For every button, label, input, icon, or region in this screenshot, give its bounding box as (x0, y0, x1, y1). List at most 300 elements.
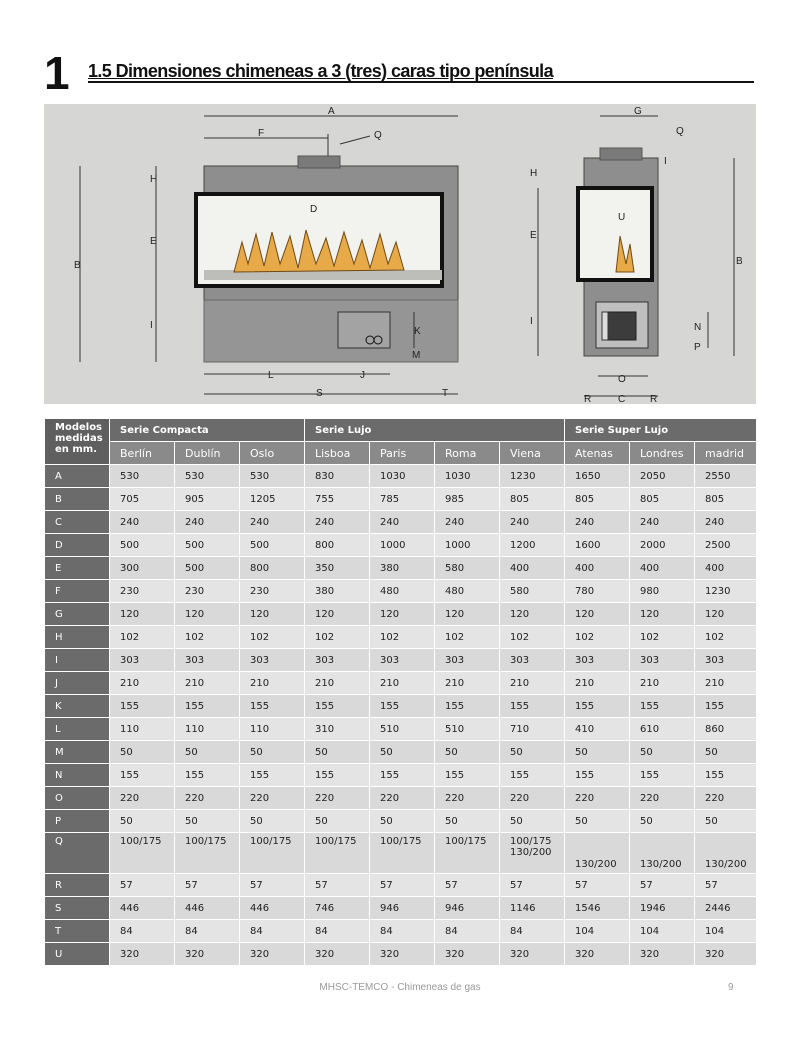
svg-text:K: K (414, 326, 421, 337)
table-row (45, 626, 757, 649)
table-cell: 84 (240, 920, 305, 943)
table-cell: 320 (240, 943, 305, 966)
table-cell: 50 (565, 810, 630, 833)
table-cell: 510 (370, 718, 435, 741)
row-label: Q (45, 833, 110, 874)
table-cell: 580 (500, 580, 565, 603)
table-cell: 400 (630, 557, 695, 580)
table-row (45, 920, 757, 943)
table-cell: 84 (175, 920, 240, 943)
table-cell: 946 (370, 897, 435, 920)
model-header: Dublín (175, 442, 240, 465)
table-cell: 155 (175, 764, 240, 787)
table-cell: 84 (500, 920, 565, 943)
model-header: Oslo (240, 442, 305, 465)
table-cell: 320 (305, 943, 370, 966)
model-header: Atenas (565, 442, 630, 465)
table-cell: 155 (500, 764, 565, 787)
svg-text:F: F (258, 128, 265, 139)
svg-text:O: O (618, 374, 626, 385)
svg-text:B: B (74, 260, 81, 271)
table-cell: 1146 (500, 897, 565, 920)
table-row (45, 672, 757, 695)
table-cell: 102 (435, 626, 500, 649)
table-cell: 320 (370, 943, 435, 966)
svg-text:I: I (150, 320, 153, 331)
table-cell: 800 (240, 557, 305, 580)
table-cell: 130/200 (695, 833, 757, 874)
row-label: A (45, 465, 110, 488)
fireplace-diagram (44, 104, 756, 404)
table-cell: 410 (565, 718, 630, 741)
table-cell: 50 (110, 741, 175, 764)
table-cell: 50 (370, 741, 435, 764)
table-cell: 50 (175, 810, 240, 833)
section-title: 1.5 Dimensiones chimeneas a 3 (tres) caras tipo península (88, 62, 754, 83)
series-header: Serie Super Lujo (565, 419, 757, 442)
table-cell: 155 (500, 695, 565, 718)
table-cell: 120 (240, 603, 305, 626)
row-label: L (45, 718, 110, 741)
table-cell: 303 (435, 649, 500, 672)
table-cell: 130/200 (630, 833, 695, 874)
table-cell: 104 (695, 920, 757, 943)
side-view (538, 116, 734, 396)
table-cell: 320 (695, 943, 757, 966)
table-cell: 400 (500, 557, 565, 580)
table-cell: 50 (435, 810, 500, 833)
table-cell: 155 (370, 764, 435, 787)
table-cell: 303 (630, 649, 695, 672)
table-cell: 905 (175, 488, 240, 511)
page-number: 9 (728, 982, 734, 993)
table-cell: 102 (370, 626, 435, 649)
table-row (45, 764, 757, 787)
chapter-number: 1 (44, 47, 70, 99)
table-cell: 380 (370, 557, 435, 580)
table-row (45, 943, 757, 966)
table-row (45, 695, 757, 718)
table-cell: 2000 (630, 534, 695, 557)
row-label: G (45, 603, 110, 626)
row-label: F (45, 580, 110, 603)
table-row (45, 874, 757, 897)
table-cell: 310 (305, 718, 370, 741)
table-cell: 130/200 (565, 833, 630, 874)
table-cell: 500 (240, 534, 305, 557)
row-label: P (45, 810, 110, 833)
table-cell: 303 (565, 649, 630, 672)
dimensions-table-body (45, 465, 757, 966)
table-cell: 50 (630, 810, 695, 833)
table-cell: 240 (305, 511, 370, 534)
table-cell: 240 (500, 511, 565, 534)
table-cell: 303 (305, 649, 370, 672)
model-header: Londres (630, 442, 695, 465)
table-cell: 50 (110, 810, 175, 833)
svg-text:A: A (328, 106, 335, 117)
table-cell: 210 (500, 672, 565, 695)
table-cell: 155 (370, 695, 435, 718)
table-cell: 100/175 130/200 (500, 833, 565, 874)
row-label: M (45, 741, 110, 764)
table-cell: 240 (630, 511, 695, 534)
table-cell: 240 (240, 511, 305, 534)
table-cell: 210 (175, 672, 240, 695)
table-cell: 100/175 (370, 833, 435, 874)
table-cell: 220 (370, 787, 435, 810)
model-header: Roma (435, 442, 500, 465)
model-header: madrid (695, 442, 757, 465)
table-cell: 57 (565, 874, 630, 897)
table-cell: 155 (695, 695, 757, 718)
table-cell: 805 (695, 488, 757, 511)
table-cell: 155 (305, 764, 370, 787)
table-cell: 785 (370, 488, 435, 511)
series-header-row (45, 419, 757, 442)
table-cell: 120 (435, 603, 500, 626)
table-cell: 210 (305, 672, 370, 695)
table-cell: 155 (630, 695, 695, 718)
table-cell: 120 (565, 603, 630, 626)
svg-text:D: D (310, 204, 318, 215)
table-row (45, 511, 757, 534)
table-row (45, 488, 757, 511)
row-label: U (45, 943, 110, 966)
table-cell: 57 (305, 874, 370, 897)
series-header: Serie Compacta (110, 419, 305, 442)
model-header: Paris (370, 442, 435, 465)
table-cell: 220 (695, 787, 757, 810)
table-cell: 320 (630, 943, 695, 966)
table-cell: 530 (240, 465, 305, 488)
table-cell: 2500 (695, 534, 757, 557)
table-row (45, 557, 757, 580)
table-cell: 50 (500, 810, 565, 833)
svg-text:H: H (530, 168, 538, 179)
row-label: H (45, 626, 110, 649)
table-cell: 1230 (500, 465, 565, 488)
table-cell: 230 (110, 580, 175, 603)
table-cell: 320 (175, 943, 240, 966)
svg-text:P: P (694, 342, 701, 353)
table-cell: 102 (565, 626, 630, 649)
table-row (45, 603, 757, 626)
table-cell: 2446 (695, 897, 757, 920)
table-cell: 50 (370, 810, 435, 833)
table-cell: 300 (110, 557, 175, 580)
table-cell: 320 (565, 943, 630, 966)
table-cell: 2550 (695, 465, 757, 488)
table-cell: 155 (565, 695, 630, 718)
table-cell: 210 (630, 672, 695, 695)
footer-text: MHSC-TEMCO - Chimeneas de gas (319, 982, 481, 993)
table-cell: 446 (110, 897, 175, 920)
svg-text:H: H (150, 174, 158, 185)
table-cell: 755 (305, 488, 370, 511)
table-cell: 102 (630, 626, 695, 649)
table-cell: 985 (435, 488, 500, 511)
table-row (45, 810, 757, 833)
table-cell: 2050 (630, 465, 695, 488)
table-cell: 1600 (565, 534, 630, 557)
table-cell: 84 (370, 920, 435, 943)
table-cell: 500 (110, 534, 175, 557)
table-cell: 50 (695, 810, 757, 833)
svg-text:G: G (634, 106, 642, 117)
table-cell: 1030 (370, 465, 435, 488)
table-cell: 1030 (435, 465, 500, 488)
table-cell: 580 (435, 557, 500, 580)
table-cell: 155 (240, 764, 305, 787)
table-cell: 240 (110, 511, 175, 534)
table-cell: 1946 (630, 897, 695, 920)
table-cell: 104 (630, 920, 695, 943)
table-cell: 240 (175, 511, 240, 534)
table-row (45, 649, 757, 672)
table-cell: 710 (500, 718, 565, 741)
table-cell: 50 (695, 741, 757, 764)
table-cell: 1200 (500, 534, 565, 557)
table-cell: 240 (695, 511, 757, 534)
row-label: I (45, 649, 110, 672)
table-cell: 480 (435, 580, 500, 603)
table-cell: 155 (110, 764, 175, 787)
table-cell: 240 (565, 511, 630, 534)
table-cell: 57 (500, 874, 565, 897)
table-cell: 50 (240, 810, 305, 833)
svg-text:J: J (360, 370, 365, 381)
svg-text:U: U (618, 212, 626, 223)
svg-text:R: R (650, 394, 658, 404)
dimension-drawing (44, 104, 756, 404)
table-cell: 860 (695, 718, 757, 741)
table-cell: 102 (500, 626, 565, 649)
table-row (45, 580, 757, 603)
table-cell: 220 (630, 787, 695, 810)
table-cell: 102 (175, 626, 240, 649)
table-cell: 610 (630, 718, 695, 741)
table-cell: 120 (695, 603, 757, 626)
table-row (45, 718, 757, 741)
table-cell: 50 (435, 741, 500, 764)
table-cell: 830 (305, 465, 370, 488)
table-cell: 155 (435, 695, 500, 718)
table-cell: 50 (305, 810, 370, 833)
table-row (45, 787, 757, 810)
table-cell: 400 (565, 557, 630, 580)
svg-text:T: T (442, 388, 449, 399)
table-cell: 303 (240, 649, 305, 672)
model-header: Viena (500, 442, 565, 465)
table-cell: 102 (695, 626, 757, 649)
svg-text:E: E (150, 236, 157, 247)
table-cell: 84 (110, 920, 175, 943)
row-label: J (45, 672, 110, 695)
table-cell: 805 (565, 488, 630, 511)
table-cell: 220 (500, 787, 565, 810)
svg-text:I: I (664, 156, 667, 167)
table-cell: 50 (305, 741, 370, 764)
table-cell: 400 (695, 557, 757, 580)
table-cell: 100/175 (240, 833, 305, 874)
table-cell: 805 (500, 488, 565, 511)
table-cell: 50 (240, 741, 305, 764)
corner-label: Modelos medidas en mm. (45, 419, 110, 465)
table-cell: 50 (500, 741, 565, 764)
table-row (45, 534, 757, 557)
table-cell: 110 (175, 718, 240, 741)
svg-text:C: C (618, 394, 626, 404)
table-cell: 120 (305, 603, 370, 626)
table-cell: 303 (110, 649, 175, 672)
table-cell: 303 (175, 649, 240, 672)
row-label: R (45, 874, 110, 897)
row-label: C (45, 511, 110, 534)
table-cell: 1000 (435, 534, 500, 557)
table-cell: 530 (110, 465, 175, 488)
table-cell: 102 (305, 626, 370, 649)
table-cell: 120 (370, 603, 435, 626)
table-cell: 220 (240, 787, 305, 810)
table-cell: 120 (500, 603, 565, 626)
table-cell: 210 (370, 672, 435, 695)
table-cell: 1650 (565, 465, 630, 488)
series-header: Serie Lujo (305, 419, 565, 442)
svg-text:N: N (694, 322, 702, 333)
model-header: Berlín (110, 442, 175, 465)
table-cell: 220 (435, 787, 500, 810)
svg-text:B: B (736, 256, 743, 267)
row-label: B (45, 488, 110, 511)
models-header-row (45, 442, 757, 465)
table-cell: 155 (305, 695, 370, 718)
table-cell: 240 (370, 511, 435, 534)
table-cell: 230 (240, 580, 305, 603)
table-cell: 800 (305, 534, 370, 557)
svg-text:Q: Q (374, 130, 382, 141)
table-cell: 110 (240, 718, 305, 741)
table-cell: 380 (305, 580, 370, 603)
table-cell: 57 (175, 874, 240, 897)
table-cell: 155 (240, 695, 305, 718)
table-cell: 480 (370, 580, 435, 603)
table-cell: 303 (695, 649, 757, 672)
table-cell: 84 (305, 920, 370, 943)
table-cell: 57 (630, 874, 695, 897)
table-cell: 210 (695, 672, 757, 695)
table-cell: 510 (435, 718, 500, 741)
table-cell: 1230 (695, 580, 757, 603)
table-cell: 220 (110, 787, 175, 810)
table-cell: 746 (305, 897, 370, 920)
row-label: T (45, 920, 110, 943)
table-row (45, 741, 757, 764)
table-cell: 100/175 (110, 833, 175, 874)
row-label: E (45, 557, 110, 580)
table-cell: 155 (695, 764, 757, 787)
svg-text:L: L (268, 370, 274, 381)
table-cell: 57 (110, 874, 175, 897)
table-cell: 320 (500, 943, 565, 966)
table-cell: 84 (435, 920, 500, 943)
table-cell: 155 (630, 764, 695, 787)
front-view (80, 116, 458, 394)
model-header: Lisboa (305, 442, 370, 465)
table-cell: 1205 (240, 488, 305, 511)
svg-text:I: I (530, 316, 533, 327)
row-label: S (45, 897, 110, 920)
table-cell: 705 (110, 488, 175, 511)
table-cell: 100/175 (305, 833, 370, 874)
svg-text:Q: Q (676, 126, 684, 137)
table-cell: 102 (240, 626, 305, 649)
row-label: O (45, 787, 110, 810)
table-cell: 530 (175, 465, 240, 488)
table-cell: 220 (175, 787, 240, 810)
table-cell: 446 (175, 897, 240, 920)
table-cell: 500 (175, 557, 240, 580)
table-cell: 104 (565, 920, 630, 943)
table-cell: 120 (110, 603, 175, 626)
table-cell: 500 (175, 534, 240, 557)
table-cell: 50 (630, 741, 695, 764)
table-cell: 155 (110, 695, 175, 718)
table-cell: 320 (435, 943, 500, 966)
row-label: K (45, 695, 110, 718)
table-row (45, 897, 757, 920)
table-cell: 100/175 (175, 833, 240, 874)
table-cell: 210 (240, 672, 305, 695)
table-cell: 350 (305, 557, 370, 580)
table-cell: 120 (175, 603, 240, 626)
table-cell: 303 (500, 649, 565, 672)
table-cell: 102 (110, 626, 175, 649)
table-cell: 57 (370, 874, 435, 897)
table-cell: 50 (175, 741, 240, 764)
table-cell: 230 (175, 580, 240, 603)
table-cell: 210 (435, 672, 500, 695)
table-cell: 57 (695, 874, 757, 897)
table-row (45, 465, 757, 488)
table-cell: 210 (565, 672, 630, 695)
table-cell: 57 (240, 874, 305, 897)
table-cell: 155 (175, 695, 240, 718)
table-row (45, 833, 757, 874)
table-cell: 805 (630, 488, 695, 511)
table-cell: 1000 (370, 534, 435, 557)
svg-text:M: M (412, 350, 421, 361)
table-cell: 320 (110, 943, 175, 966)
table-cell: 120 (630, 603, 695, 626)
row-label: N (45, 764, 110, 787)
svg-text:E: E (530, 230, 537, 241)
table-cell: 946 (435, 897, 500, 920)
row-label: D (45, 534, 110, 557)
table-cell: 110 (110, 718, 175, 741)
table-cell: 446 (240, 897, 305, 920)
table-cell: 303 (370, 649, 435, 672)
table-cell: 155 (565, 764, 630, 787)
table-cell: 240 (435, 511, 500, 534)
table-cell: 210 (110, 672, 175, 695)
table-cell: 780 (565, 580, 630, 603)
svg-text:S: S (316, 388, 323, 399)
dimensions-table (44, 418, 757, 966)
table-cell: 50 (565, 741, 630, 764)
table-cell: 220 (565, 787, 630, 810)
table-cell: 1546 (565, 897, 630, 920)
